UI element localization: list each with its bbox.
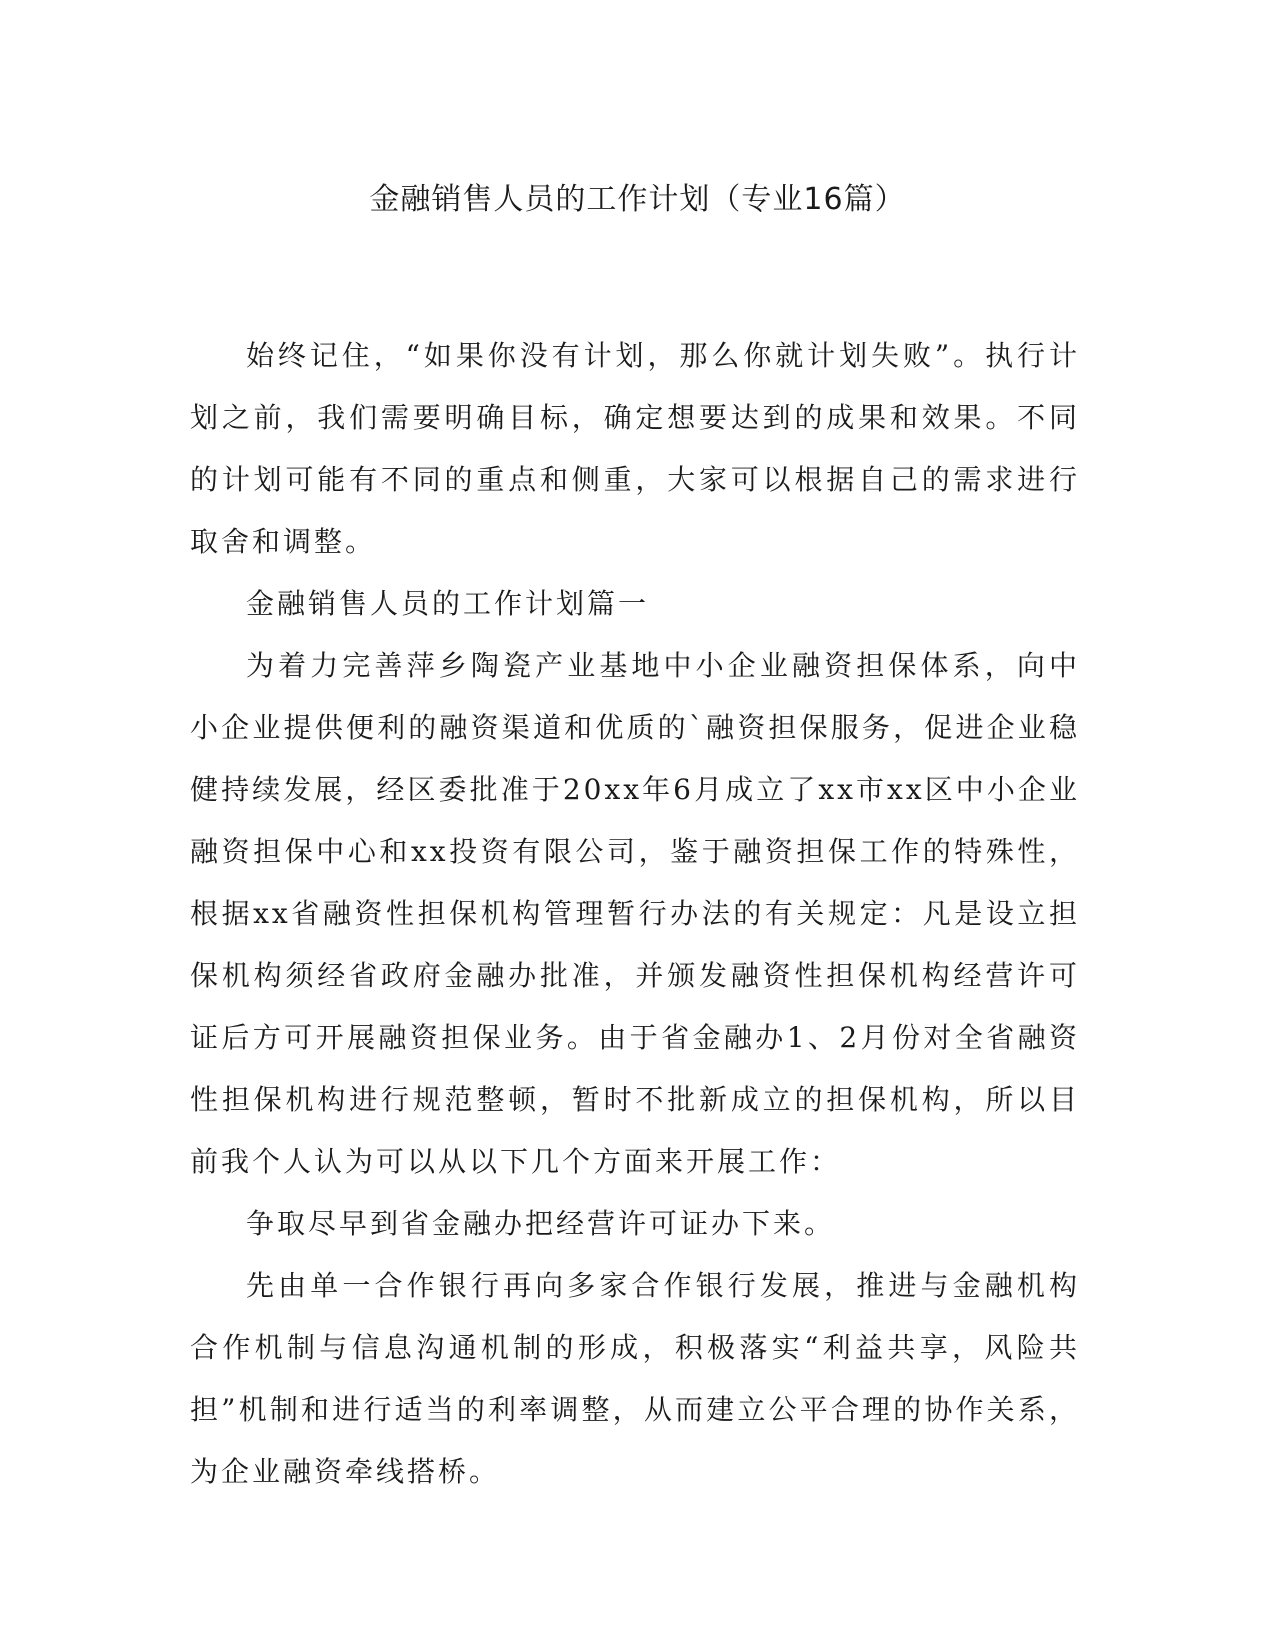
document-title: 金融销售人员的工作计划（专业16篇） xyxy=(369,182,906,217)
body-paragraph: 先由单一合作银行再向多家合作银行发展，推进与金融机构合作机制与信息沟通机制的形成，积极落实“利益共享，风险共担”机制和进行适当的利率调整，从而建立公平合理的协作关系，为企业融资牵线搭桥。 xyxy=(190,1269,1080,1488)
body-paragraph: 为着力完善萍乡陶瓷产业基地中小企业融资担保体系，向中小企业提供便利的融资渠道和优质的`融资担保服务，促进企业稳健持续发展，经区委批准于20xx年6月成立了xx市xx区中小企业融资担保中心和xx投资有限公司，鉴于融资担保工作的特殊性，根据xx省融资性担保机构管理暂行办法的有关规定：凡是设立担保机构须经省政府金融办批准，并颁发融资性担保机构经营许可证后方可开展融资担保业务。由于省金融办1、2月份对全省融资性担保机构进行规范整顿，暂时不批新成立的担保机构，所以目前我个人认为可以从以下几个方面来开展工作： xyxy=(190,649,1080,1178)
body-paragraph: 争取尽早到省金融办把经营许可证办下来。 xyxy=(246,1207,836,1240)
intro-paragraph: 始终记住，“如果你没有计划，那么你就计划失败”。执行计划之前，我们需要明确目标，确定想要达到的成果和效果。不同的计划可能有不同的重点和侧重，大家可以根据自己的需求进行取舍和调整。 xyxy=(190,339,1080,558)
section-heading: 金融销售人员的工作计划篇一 xyxy=(246,587,650,620)
document-body xyxy=(190,325,1080,1503)
